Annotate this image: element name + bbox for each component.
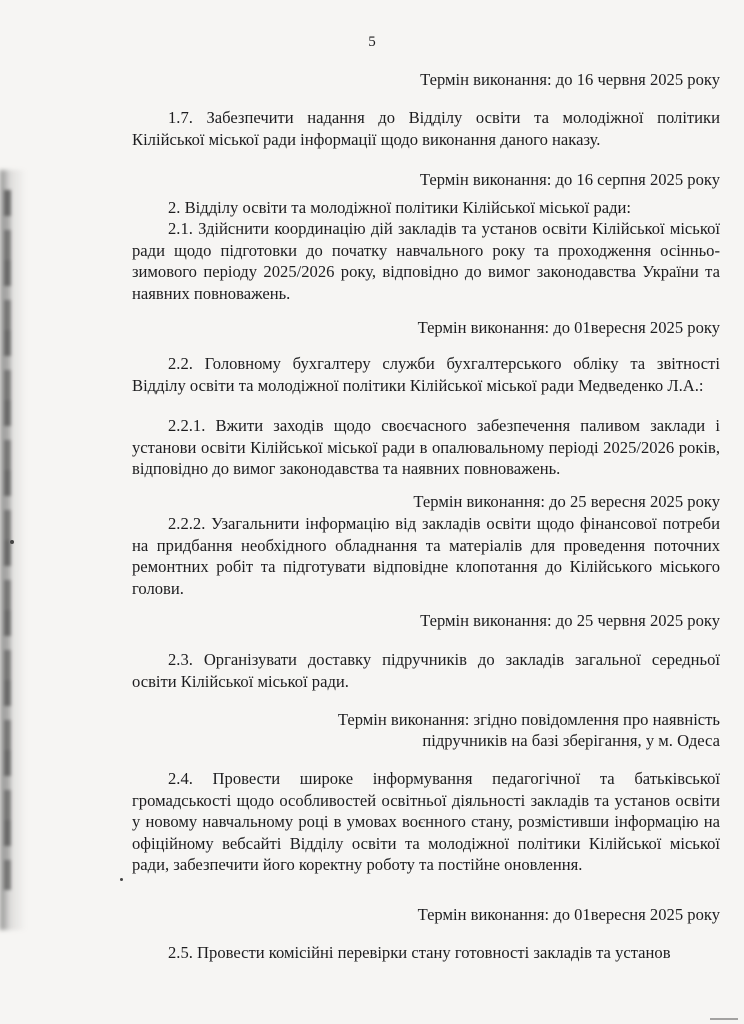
paragraph-2-1: 2.1. Здійснити координацію дій закладів та установ освіти Кілійської міської ради щодо підготовки до початку навчального року та проходження осінньо-зимового періоду 2025/2026 року, відповідно до вимог законодавства України та наявних повноважень. [132,219,720,303]
paragraph-2-4: 2.4. Провести широке інформування педагогічної та батьківської громадськості щодо особливостей освітньої діяльності закладів та установ освіти у новому навчальному році в умовах воєнного стану, розмістивши інформацію на офіційному вебсайті Відділу освіти та молодіжної політики Кілійської міської ради, забезпечити його коректну роботу та постійне оновлення. [132,769,720,874]
paragraph-2-5: 2.5. Провести комісійні перевірки стану готовності закладів та установ [168,943,671,962]
deadline-text: Термін виконання: до 16 серпня 2025 року [419,170,720,189]
deadline-text: Термін виконання: до 16 червня 2025 року [420,70,720,89]
deadline-text-line2: підручників на базі зберігання, у м. Одеса [422,731,720,750]
paragraph-2: 2. Відділу освіти та молодіжної політики Кілійської міської ради: [168,198,632,217]
scan-speck [10,540,14,544]
paragraph-2-2: 2.2. Головному бухгалтеру служби бухгалтерського обліку та звітності Відділу освіти та молодіжної політики Кілійської міської ради Медведенко Л.А.: [132,354,720,395]
paragraph-1-7: 1.7. Забезпечити надання до Відділу освіти та молодіжної політики Кілійської міської ради інформації щодо виконання даного наказу. [132,108,720,149]
page-number: 5 [368,34,376,50]
paragraph-2-3: 2.3. Організувати доставку підручників до закладів загальної середньої освіти Кілійської міської ради. [132,650,720,691]
deadline-text: Термін виконання: до 25 вересня 2025 року [413,492,720,511]
scan-speck [120,878,123,881]
paragraph-2-2-1: 2.2.1. Вжити заходів щодо своєчасного забезпечення паливом заклади і установи освіти Кілійської міської ради в опалювальному періоді 2025/2026 років, відповідно до вимог законодавства та наявних повноважень. [132,416,720,478]
deadline-text: Термін виконання: до 01вересня 2025 року [417,905,720,924]
scan-corner-mark [710,1008,738,1020]
deadline-text: Термін виконання: до 01вересня 2025 року [417,318,720,337]
deadline-text-line1: Термін виконання: згідно повідомлення про наявність [337,710,720,729]
deadline-text: Термін виконання: до 25 червня 2025 року [420,611,720,630]
paragraph-2-2-2: 2.2.2. Узагальнити інформацію від закладів освіти щодо фінансової потреби на придбання необхідного обладнання та матеріалів для проведення поточних ремонтних робіт та підготувати відповідне клопотання до Кілійського міського голови. [132,514,720,598]
